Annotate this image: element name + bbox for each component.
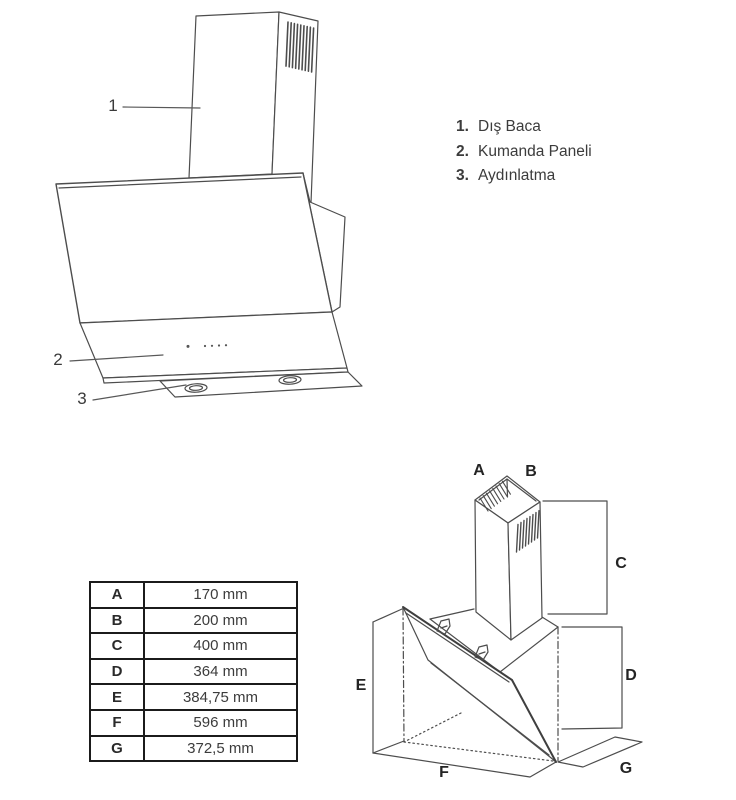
dim-value: 200 mm [144,608,297,634]
legend-item-number: 1. [456,118,469,135]
legend-item-3 [456,167,592,192]
parts-legend [456,118,592,192]
legend-item-number: 3. [456,167,469,184]
dim-letter: A [90,582,144,608]
dim-value: 384,75 mm [144,684,297,710]
table-row [90,684,297,710]
table-row [90,736,297,762]
dim-label-C: C [615,555,627,572]
dim-label-G: G [619,760,633,777]
dim-E-bracket [373,609,404,753]
dim-value: 364 mm [144,659,297,685]
dim-D-bracket [562,627,622,729]
dim-label-B: B [525,463,537,480]
dim-letter: F [90,710,144,736]
table-row [90,582,297,608]
legend-item-label: Aydınlatma [478,167,556,184]
dim-F-edge [373,753,556,777]
dim-letter: G [90,736,144,762]
dim-label-E: E [355,677,367,694]
dim-value: 596 mm [144,710,297,736]
table-row [90,659,297,685]
legend-item-label: Dış Baca [478,118,541,135]
dim-value: 400 mm [144,633,297,659]
table-row [90,608,297,634]
dimension-figure [373,476,642,777]
control-panel-band [80,312,347,378]
dim-value: 372,5 mm [144,736,297,762]
glass-panel [56,173,332,323]
hood-figure [56,12,362,400]
callout-2: 2 [53,350,63,369]
dim-letter: E [90,684,144,710]
chimney-front [189,12,279,178]
legend-item-label: Kumanda Paneli [478,142,592,160]
glass-panel-dim [403,607,556,762]
dim-letter: B [90,608,144,634]
dim-label-F: F [439,764,449,781]
legend-item-number: 2. [456,142,469,160]
callout-3: 3 [77,389,87,408]
callout-1: 1 [108,96,118,115]
dim-value: 170 mm [144,582,297,608]
legend-item-2 [456,143,592,168]
dim-C-bracket [543,501,607,614]
dim-label-A: A [473,462,485,479]
dim-letter: C [90,633,144,659]
dim-letter: D [90,659,144,685]
table-row [90,710,297,736]
table-row [90,633,297,659]
dimensions-table [89,581,298,762]
legend-item-1 [456,118,592,143]
dim-label-D: D [625,667,637,684]
